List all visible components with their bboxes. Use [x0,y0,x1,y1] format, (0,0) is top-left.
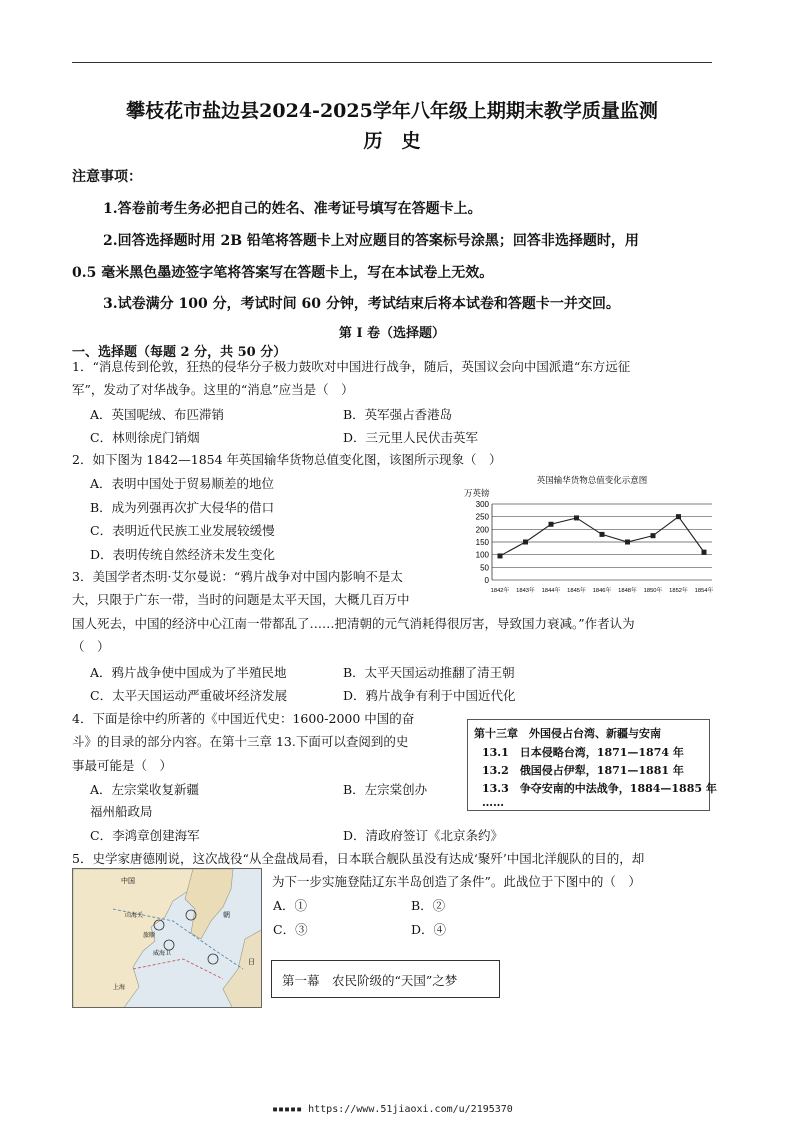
section-title: 一、选择题（每题 2 分，共 50 分） [72,345,287,360]
notice-heading: 注意事项： [72,169,142,185]
chart-ytick-label: 150 [475,538,489,547]
q1-option-c: C．林则徐虎门销烟 [90,430,200,445]
q1-option-a: A．英国呢绒、布匹滞销 [90,407,225,422]
chart-point [676,514,681,519]
chart-xtick-label: 1846年 [592,588,612,594]
q3-line1: 3．美国学者杰明·艾尔曼说：“鸦片战争对中国内影响不是太 [72,569,403,584]
chart-ylabel: 万英镑 [464,488,490,498]
q4-option-a: A．左宗棠收复新疆 [90,782,200,797]
q3-option-c: C．太平天国运动严重破坏经济发展 [90,688,288,703]
notice-item-1: 1.答卷前考生务必把自己的姓名、准考证号填写在答题卡上。 [103,201,482,217]
chart-xtick-label: 1844年 [541,588,561,594]
chart-point [625,540,630,545]
chart-xtick-label: 1850年 [643,588,663,594]
toc-item-3: 13.3 争夺安南的中法战争，1884—1885 年 [482,782,717,795]
toc-item-1: 13.1 日本侵略台湾，1871—1874 年 [482,746,684,759]
q4-option-b: B．左宗棠创办 [343,782,428,797]
stage-box-text: 第一幕 农民阶级的“天国”之梦 [282,973,458,988]
q4-line3: 事最可能是（ ） [72,758,173,773]
chart-ytick-label: 100 [475,550,489,560]
chart-xtick-label: 1845年 [567,588,586,594]
map-label-korea: 朝 [223,911,230,919]
q4-line2: 斗》的目录的部分内容。在第十三章 13.下面可以查阅到的史 [72,734,409,749]
chart-point [600,532,605,537]
q4-line1: 4．下面是徐中约所著的《中国近代史：1600-2000 中国的奋 [72,711,415,726]
toc-item-2: 13.2 俄国侵占伊犁，1871—1881 年 [482,764,684,777]
part-title: 第 I 卷（选择题） [338,326,446,341]
q5-option-a: A．① [273,898,308,913]
war-map-drawing [73,869,262,1008]
top-rule [72,62,712,63]
chart-xtick-label: 1852年 [669,588,688,594]
q3-line4: （ ） [72,639,110,654]
subject-title: 历 史 [363,130,421,152]
q1-option-d: D．三元里人民伏击英军 [343,430,479,445]
chart-xtick-label: 1843年 [516,588,535,594]
chart-ytick-label: 50 [480,563,489,573]
chart-point [651,533,656,538]
q2-option-c: C．表明近代民族工业发展较缓慢 [90,523,275,538]
chart-ytick-label: 200 [475,525,489,535]
toc-box [467,719,717,811]
map-label-shanghai: 上海 [113,984,126,991]
map-label-shanhaiguan: 山海关 [125,912,144,919]
chart-xtick-label: 1848年 [618,588,637,594]
map-label-weihaiwei: 威海卫 [153,950,172,957]
q2-option-b: B．成为列强再次扩大侵华的借口 [90,500,275,515]
export-value-chart [462,474,717,600]
notice-item-3: 3.试卷满分 100 分，考试时间 60 分钟，考试结束后将本试卷和答题卡一并交回。 [103,296,620,312]
footer-url: ▪▪▪▪▪ https://www.51jiaoxi.com/u/2195370 [272,1104,513,1115]
notice-item-2-cont: 0.5 毫米黑色墨迹签字笔将答案写在答题卡上，写在本试卷上无效。 [72,265,494,281]
q3-line3: 国人死去，中国的经济中心江南一带都乱了……把清朝的元气消耗得很厉害，导致国力衰减。”作者认为 [72,616,635,631]
war-map [72,868,262,1008]
q1-line1: 1．“消息传到伦敦，狂热的侵华分子极力鼓吹对中国进行战争，随后，英国议会向中国派遣“东方远征 [72,359,631,374]
q2-option-d: D．表明传统自然经济未发生变化 [90,547,276,562]
q5-line2: 为下一步实施登陆辽东半岛创造了条件”。此战位于下图中的（ ） [272,874,641,889]
chart-point [702,550,707,555]
notice-item-2: 2.回答选择题时用 2B 铅笔将答题卡上对应题目的答案标号涂黑；回答非选择题时，用 [103,233,639,249]
exam-title: 攀枝花市盐边县2024-2025学年八年级上期期末教学质量监测 [126,100,658,122]
q3-line2: 大，只限于广东一带，当时的问题是太平天国，大概几百万中 [72,592,410,607]
q4-option-b-cont: 福州船政局 [90,804,153,819]
toc-chapter: 第十三章 外国侵占台湾、新疆与安南 [474,727,661,740]
chart-point [498,553,503,558]
chart-ytick-label: 250 [475,512,489,522]
q3-option-d: D．鸦片战争有利于中国近代化 [343,688,516,703]
q5-option-d: D．④ [411,922,447,937]
q2-option-a: A．表明中国处于贸易顺差的地位 [90,476,275,491]
q4-option-d: D．清政府签订《北京条约》 [343,828,504,843]
stage-box [271,960,500,998]
map-label-china: 中国 [121,877,135,885]
chart-ytick-label: 0 [484,576,489,585]
chart-point [523,540,528,545]
map-label-japan: 日 [248,958,255,966]
q1-line2: 军”，发动了对华战争。这里的“消息”应当是（ ） [72,382,354,397]
q2-line1: 2．如下图为 1842—1854 年英国输华货物总值变化图，该图所示现象（ ） [72,452,502,467]
q3-option-a: A．鸦片战争使中国成为了半殖民地 [90,665,287,680]
toc-ellipsis: …… [482,796,504,809]
chart-xtick-label: 1854年 [694,588,714,594]
q1-option-b: B．英军强占香港岛 [343,407,453,422]
q3-option-b: B．太平天国运动推翻了清王朝 [343,665,515,680]
q4-option-c: C．李鸿章创建海军 [90,828,200,843]
chart-point [549,522,554,527]
q5-line1: 5．史学家唐德刚说，这次战役“从全盘战局看，日本联合舰队虽没有达成‘聚歼’中国北洋舰队的目的，却 [72,851,645,866]
chart-xtick-label: 1842年 [490,588,510,594]
q5-option-c: C．③ [273,922,308,937]
chart-ytick-label: 300 [475,500,489,509]
map-label-lushun: 旅顺 [143,932,156,939]
chart-point [574,515,579,520]
chart-title: 英国输华货物总值变化示意图 [536,475,648,485]
q5-option-b: B．② [411,898,446,913]
